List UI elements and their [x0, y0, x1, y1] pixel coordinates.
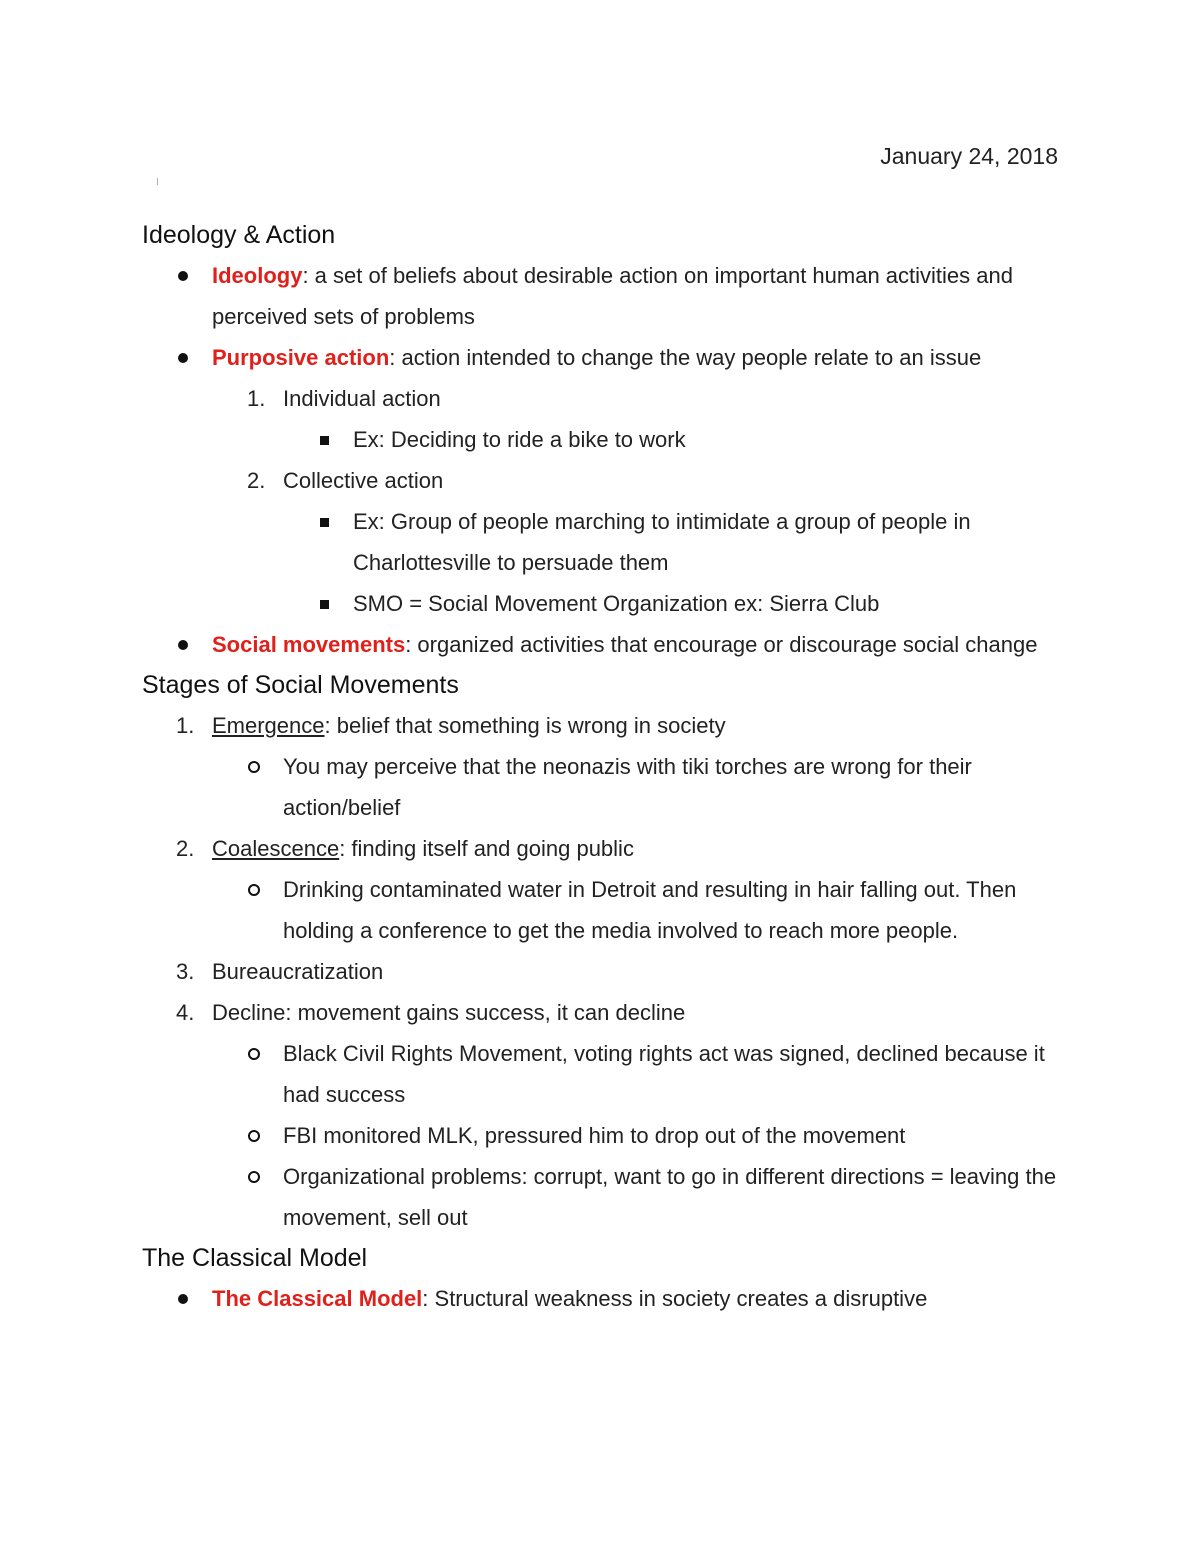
list-item-social-movements [142, 624, 1062, 665]
list-item-classical-model [142, 1278, 1062, 1319]
list-item-emergence [142, 705, 1062, 746]
term-classical-model: The Classical Model [212, 1286, 423, 1311]
list-item-individual-action [142, 378, 1062, 419]
list-item-emergence-example [142, 746, 1062, 828]
list-item-decline-example-1 [142, 1033, 1062, 1115]
decline-example-3-text: Organizational problems: corrupt, want to go in different directions = leaving the movement, sell out [283, 1164, 1057, 1230]
classical-list [142, 1278, 1062, 1319]
bullet-square-icon [320, 518, 329, 527]
term-ideology: Ideology [212, 263, 303, 288]
document-date: January 24, 2018 [880, 143, 1058, 169]
list-item-coalescence [142, 828, 1062, 869]
bullet-disc-icon [178, 353, 188, 363]
emergence-example-text: You may perceive that the neonazis with tiki torches are wrong for their action/belief [283, 754, 972, 820]
bureaucratization-text: Bureaucratization [212, 959, 384, 984]
bullet-circle-icon [248, 1048, 260, 1060]
list-item-purposive-action [142, 337, 1062, 378]
emergence-text: : belief that something is wrong in society [324, 713, 726, 738]
list-item-collective-action [142, 460, 1062, 501]
section-heading-stages: Stages of Social Movements [142, 671, 459, 699]
notes-body [142, 215, 1062, 1319]
list-item-decline-example-3 [142, 1156, 1062, 1238]
list-item-smo [142, 583, 1062, 624]
bullet-square-icon [320, 436, 329, 445]
coalescence-example-text: Drinking contaminated water in Detroit and resulting in hair falling out. Then holding a conference to get the media involved to reach more people. [283, 877, 1017, 943]
coalescence-text: : finding itself and going public [339, 836, 634, 861]
ideology-list [142, 255, 1062, 665]
list-item-ideology [142, 255, 1062, 337]
smo-text: SMO = Social Movement Organization ex: Sierra Club [353, 591, 880, 616]
section-heading-ideology: Ideology & Action [142, 221, 336, 249]
bullet-circle-icon [248, 884, 260, 896]
decline-text: Decline: movement gains success, it can decline [212, 1000, 686, 1025]
bullet-circle-icon [248, 761, 260, 773]
decline-example-1-text: Black Civil Rights Movement, voting rights act was signed, declined because it had success [283, 1041, 1045, 1107]
list-item-individual-example [142, 419, 1062, 460]
list-number: 2. [176, 836, 195, 861]
list-number: 3. [176, 959, 195, 984]
individual-example-text: Ex: Deciding to ride a bike to work [353, 427, 686, 452]
definition-classical-model: : Structural weakness in society creates a disruptive [422, 1286, 928, 1311]
decline-example-2-text: FBI monitored MLK, pressured him to drop out of the movement [283, 1123, 906, 1148]
definition-purposive-action: : action intended to change the way people relate to an issue [389, 345, 982, 370]
term-emergence: Emergence [212, 713, 325, 738]
term-coalescence: Coalescence [212, 836, 340, 861]
list-number: 2. [247, 468, 266, 493]
bullet-disc-icon [178, 640, 188, 650]
bullet-square-icon [320, 600, 329, 609]
list-item-decline-example-2 [142, 1115, 1062, 1156]
stages-list [142, 705, 1062, 1238]
list-number: 1. [176, 713, 195, 738]
page-mark [157, 178, 158, 185]
bullet-circle-icon [248, 1130, 260, 1142]
definition-ideology: : a set of beliefs about desirable action on important human activities and perceived sets of problems [212, 263, 1013, 329]
list-item-bureaucratization [142, 951, 1062, 992]
bullet-disc-icon [178, 271, 188, 281]
section-heading-classical-model: The Classical Model [142, 1244, 368, 1272]
bullet-disc-icon [178, 1294, 188, 1304]
collective-action-text: Collective action [283, 468, 444, 493]
list-number: 4. [176, 1000, 195, 1025]
list-item-decline [142, 992, 1062, 1033]
list-item-coalescence-example [142, 869, 1062, 951]
list-number: 1. [247, 386, 266, 411]
term-social-movements: Social movements [212, 632, 406, 657]
term-purposive-action: Purposive action [212, 345, 390, 370]
collective-example-text: Ex: Group of people marching to intimidate a group of people in Charlottesville to persuade them [353, 509, 971, 575]
definition-social-movements: : organized activities that encourage or discourage social change [405, 632, 1038, 657]
list-item-collective-example [142, 501, 1062, 583]
bullet-circle-icon [248, 1171, 260, 1183]
individual-action-text: Individual action [283, 386, 441, 411]
